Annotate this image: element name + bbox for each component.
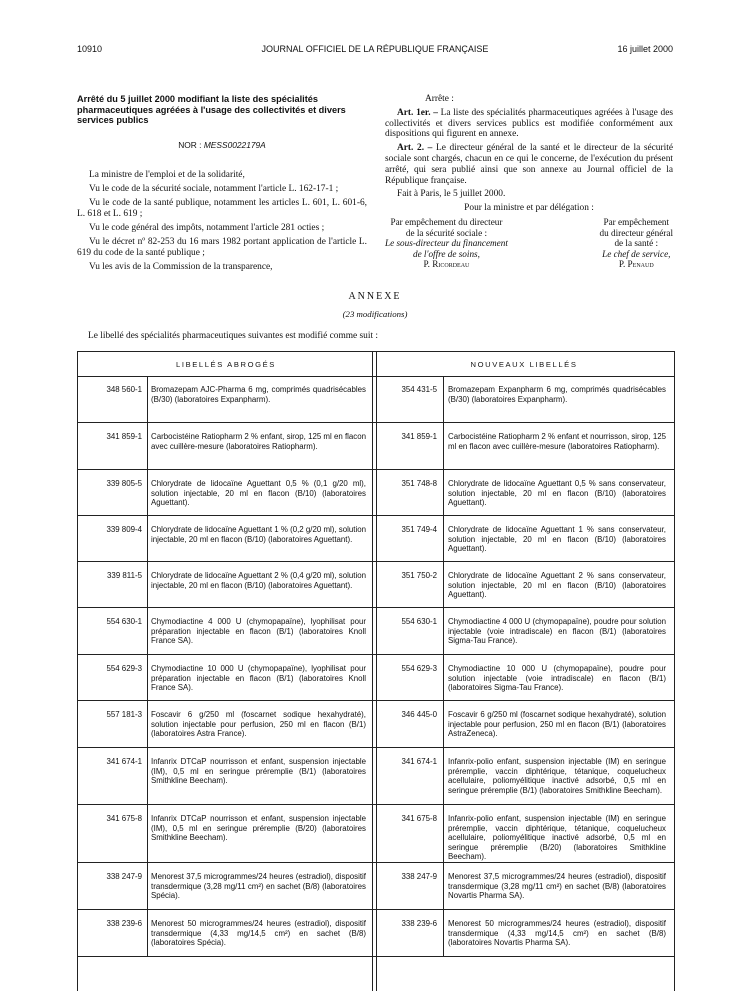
new-label: Chlorydrate de lidocaïne Aguettant 1 % sans conservateur, solution injectable, 20 ml en flacon (B/10) (laboratoires Aguettant). <box>448 525 666 554</box>
old-label: Chlorydrate de lidocaïne Aguettant 0,5 % (0,1 g/20 ml), solution injectable, 20 ml en flacon (B/10) (laboratoires Aguettant). <box>151 479 366 508</box>
cell-divider <box>147 910 148 956</box>
new-label: Chymodiactine 4 000 U (chymopapaïne), poudre pour solution injectable (voie intradiscale) en flacon (B/1) (laboratoires Sigma-Tau France). <box>448 617 666 646</box>
old-code: 338 239-6 <box>106 919 142 928</box>
table-row <box>78 748 674 805</box>
table-row <box>78 608 674 655</box>
cell-divider <box>443 562 444 607</box>
visa-paragraph: La ministre de l'emploi et de la solidarité, <box>89 169 245 180</box>
visa-paragraph: Vu le code de la santé publique, notamment les articles L. 601, L. 601-6, L. 618 et L. 619 ; <box>77 197 367 219</box>
right-column <box>385 94 673 270</box>
decree-title: Arrêté du 5 juillet 2000 modifiant la liste des spécialités pharmaceutiques agréées à l'usage des collectivités et divers services publics <box>77 94 346 125</box>
old-label: Chymodiactine 4 000 U (chymopapaïne), lyophilisat pour préparation injectable en flacon (B/1) (laboratoires Knoll France SA). <box>151 617 366 646</box>
old-label: Infanrix DTCaP nourrisson et enfant, suspension injectable (IM), 0,5 ml en seringue préremplie (B/1) (laboratoires Smithkline Beecham). <box>151 757 366 786</box>
article-1 <box>385 108 673 140</box>
new-label: Menorest 37,5 microgrammes/24 heures (estradiol), dispositif transdermique (3,28 mg/11 cm²) en sachet (B/8) (laboratoires Novartis Pharma SA). <box>448 872 666 901</box>
signatures <box>385 217 673 270</box>
visa-paragraph: Vu le code de la sécurité sociale, notamment l'article L. 162-17-1 ; <box>89 183 339 194</box>
old-code: 339 811-5 <box>107 571 142 580</box>
new-code: 341 674-1 <box>401 757 437 766</box>
old-label: Carbocistéine Ratiopharm 2 % enfant, sirop, 125 ml en flacon avec cuillère-mesure (laboratoires Ratiopharm). <box>151 432 366 451</box>
annexe-title: ANNEXE <box>348 291 402 302</box>
left-column <box>77 94 367 277</box>
new-code: 338 247-9 <box>401 872 437 881</box>
signature-right <box>600 217 673 270</box>
old-code: 341 859-1 <box>106 432 142 441</box>
table-row <box>78 910 674 957</box>
table-row <box>78 516 674 562</box>
signature-title: Le sous-directeur du financement <box>385 238 508 249</box>
cell-divider <box>443 863 444 909</box>
old-label: Infanrix DTCaP nourrisson et enfant, suspension injectable (IM), 0,5 ml en seringue préremplie (B/20) (laboratoires Smithkline Beecham). <box>151 814 366 843</box>
cell-divider <box>443 701 444 747</box>
old-code: 339 805-5 <box>106 479 142 488</box>
column-header-old: LIBELLÉS ABROGÉS <box>176 360 276 369</box>
delegation-line: Pour la ministre et par délégation : <box>464 203 594 214</box>
new-code: 351 748-8 <box>401 479 437 488</box>
cell-divider <box>147 608 148 654</box>
new-label: Chlorydrate de lidocaïne Aguettant 2 % sans conservateur, solution injectable, 20 ml en flacon (B/10) (laboratoires Aguettant). <box>448 571 666 600</box>
new-code: 351 750-2 <box>401 571 437 580</box>
new-label: Menorest 50 microgrammes/24 heures (estradiol), dispositif transdermique (4,33 mg/14,5 cm²) en sachet (B/8) (laboratoires Novartis Pharma SA). <box>448 919 666 948</box>
cell-divider <box>147 562 148 607</box>
modifications-table <box>77 351 675 991</box>
signature-line: Par empêchement <box>603 216 670 227</box>
cell-divider <box>443 608 444 654</box>
cell-divider <box>147 516 148 561</box>
arrete-label: Arrête : <box>425 94 454 104</box>
new-code: 338 239-6 <box>401 919 437 928</box>
old-label: Chymodiactine 10 000 U (chymopapaïne), lyophilisat pour préparation injectable en flacon (B/1) (laboratoires Knoll France SA). <box>151 664 366 693</box>
old-code: 341 675-8 <box>106 814 142 823</box>
signature-title: de l'offre de soins, <box>412 248 480 259</box>
cell-divider <box>443 748 444 804</box>
cell-divider <box>147 423 148 469</box>
annexe-intro: Le libellé des spécialités pharmaceutiques suivantes est modifié comme suit : <box>88 331 379 341</box>
old-label: Chlorydrate de lidocaïne Aguettant 1 % (0,2 g/20 ml), solution injectable, 20 ml en flacon (B/10) (laboratoires Aguettant). <box>151 525 366 544</box>
nor-value: MESS0022179A <box>203 139 266 150</box>
new-code: 341 859-1 <box>401 432 437 441</box>
table-row <box>78 470 674 516</box>
article-2 <box>385 143 673 186</box>
old-code: 348 560-1 <box>106 385 142 394</box>
new-code: 351 749-4 <box>401 525 437 534</box>
cell-divider <box>147 470 148 515</box>
old-code: 554 630-1 <box>106 617 142 626</box>
cell-divider <box>443 805 444 862</box>
new-label: Infanrix-polio enfant, suspension injectable (IM) en seringue préremplie, vaccin diphtérique, tétanique, coquelucheux acellulaire, poliomyélitique inactivé adsorbé, 0,5 ml en seringue préremplie (B/20) (laboratoires Smithkline Beecham). <box>448 814 666 862</box>
cell-divider <box>443 470 444 515</box>
article-1-text: La liste des spécialités pharmaceutiques agréées à l'usage des collectivités et divers services publics est modifiée conformément aux dispositions qui figurent en annexe. <box>385 107 674 140</box>
table-row <box>78 805 674 863</box>
new-label: Bromazepam Expanpharm 6 mg, comprimés quadrisécables (B/30) (laboratoires Expanpharm). <box>448 385 666 404</box>
table-row <box>78 562 674 608</box>
old-code: 341 674-1 <box>106 757 142 766</box>
signatory-name: P. Penaud <box>618 259 654 270</box>
signature-line: de la sécurité sociale : <box>405 227 488 238</box>
signature-left <box>385 217 508 270</box>
signature-line: du directeur général <box>599 227 673 238</box>
cell-divider <box>443 655 444 700</box>
new-label: Chymodiactine 10 000 U (chymopapaïne), poudre pour solution injectable (voie intradiscale) en flacon (B/1) (laboratoires Sigma-Tau France). <box>448 664 666 693</box>
table-row <box>78 423 674 470</box>
visa-paragraph: Vu le décret nº 82-253 du 16 mars 1982 portant application de l'article L. 619 du code de la santé publique ; <box>77 237 367 259</box>
old-label: Menorest 50 microgrammes/24 heures (estradiol), dispositif transdermique (4,33 mg/14,5 cm²) en sachet (B/8) (laboratoires Spécia). <box>151 919 366 948</box>
signature-title: Le chef de service, <box>602 248 671 259</box>
nor-label: NOR : <box>178 139 202 150</box>
old-code: 554 629-3 <box>106 664 142 673</box>
visas-list <box>77 170 367 274</box>
publication-date: 16 juillet 2000 <box>617 44 673 54</box>
page-number: 10910 <box>77 44 103 54</box>
new-label: Infanrix-polio enfant, suspension injectable (IM) en seringue préremplie, vaccin diphtérique, tétanique, coquelucheux acellulaire, poliomyélitique inactivé adsorbé, 0,5 ml en seringue préremplie (B/1) (laboratoires Smithkline Beecham). <box>448 757 666 795</box>
cell-divider <box>147 805 148 862</box>
table-row <box>78 863 674 910</box>
cell-divider <box>147 655 148 700</box>
table-row <box>78 701 674 748</box>
cell-divider <box>443 910 444 956</box>
old-label: Chlorydrate de lidocaïne Aguettant 2 % (0,4 g/20 ml), solution injectable, 20 ml en flacon (B/10) (laboratoires Aguettant). <box>151 571 366 590</box>
old-label: Foscavir 6 g/250 ml (foscarnet sodique hexahydraté), solution injectable pour perfusion, 250 ml en flacon (B/1) (laboratoires Astra France). <box>151 710 366 739</box>
journal-title: JOURNAL OFFICIEL DE LA RÉPUBLIQUE FRANÇAISE <box>261 44 489 54</box>
new-code: 554 629-3 <box>401 664 437 673</box>
cell-divider <box>443 423 444 469</box>
new-code: 341 675-8 <box>401 814 437 823</box>
cell-divider <box>443 516 444 561</box>
column-header-new: NOUVEAUX LIBELLÉS <box>470 360 578 369</box>
visa-paragraph: Vu le code général des impôts, notamment l'article 281 octies ; <box>89 223 325 234</box>
old-code: 338 247-9 <box>106 872 142 881</box>
new-code: 346 445-0 <box>401 710 437 719</box>
cell-divider <box>147 376 148 422</box>
nor-reference <box>77 140 367 151</box>
signature-line: de la santé : <box>614 238 659 249</box>
old-code: 557 181-3 <box>106 710 142 719</box>
visa-paragraph: Vu les avis de la Commission de la transparence, <box>89 262 273 273</box>
table-row <box>78 655 674 701</box>
place-date: Fait à Paris, le 5 juillet 2000. <box>397 189 506 200</box>
old-code: 339 809-4 <box>106 525 142 534</box>
article-2-text: Le directeur général de la santé et le directeur de la sécurité sociale sont chargés, chacun en ce qui le concerne, de l'exécution du présent arrêté, qui sera publié ainsi que son annexe au Journal officiel de la République française. <box>385 143 673 186</box>
cell-divider <box>147 748 148 804</box>
article-1-label: Art. 1er. – <box>397 107 438 118</box>
old-label: Bromazepam AJC-Pharma 6 mg, comprimés quadrisécables (B/30) (laboratoires Expanpharm). <box>151 385 366 404</box>
table-row <box>78 376 674 423</box>
annexe-subtitle: (23 modifications) <box>342 309 408 319</box>
article-2-label: Art. 2. – <box>397 143 433 154</box>
new-code: 554 630-1 <box>401 617 437 626</box>
old-label: Menorest 37,5 microgrammes/24 heures (estradiol), dispositif transdermique (3,28 mg/11 cm²) en sachet (B/8) (laboratoires Spécia). <box>151 872 366 901</box>
signature-line: Par empêchement du directeur <box>390 216 503 227</box>
cell-divider <box>147 701 148 747</box>
new-label: Foscavir 6 g/250 ml (foscarnet sodique hexahydraté), solution injectable pour perfusion, 250 ml en flacon (B/1) (laboratoires AstraZeneca). <box>448 710 666 739</box>
new-label: Carbocistéine Ratiopharm 2 % enfant et nourrisson, sirop, 125 ml en flacon avec cuillère-mesure (laboratoires Ratiopharm). <box>448 432 666 451</box>
new-label: Chlorydrate de lidocaïne Aguettant 0,5 % sans conservateur, solution injectable, 20 ml en flacon (B/10) (laboratoires Aguettant). <box>448 479 666 508</box>
new-code: 354 431-5 <box>401 385 437 394</box>
signatory-name: P. Ricordeau <box>423 259 470 270</box>
page-header <box>77 44 673 58</box>
cell-divider <box>147 863 148 909</box>
cell-divider <box>443 376 444 422</box>
